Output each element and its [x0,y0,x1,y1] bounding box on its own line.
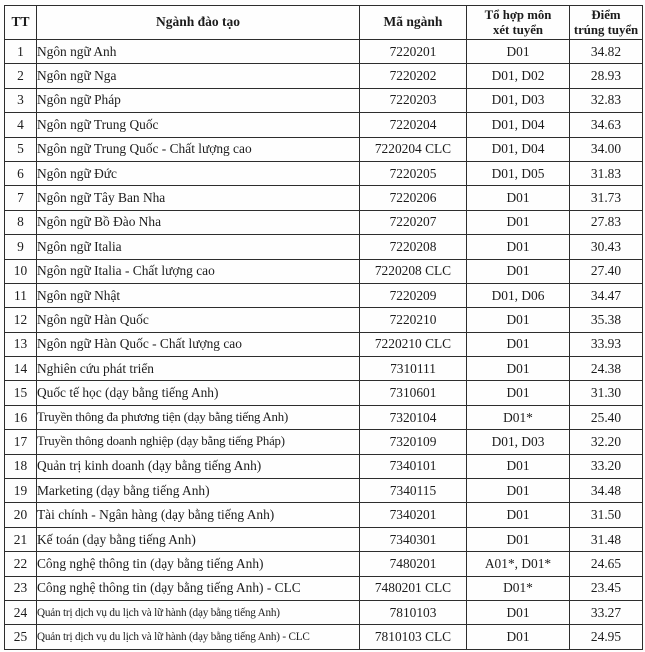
cell-admission-score: 34.48 [570,479,643,503]
cell-row-number: 17 [5,430,37,454]
header-row [5,6,643,40]
cell-subject-combo: D01, D02 [467,64,570,88]
cell-subject-combo: D01 [467,600,570,624]
cell-subject-combo: D01 [467,625,570,649]
cell-admission-score: 34.00 [570,137,643,161]
cell-major-code: 7220206 [360,186,467,210]
cell-major-name: Công nghệ thông tin (dạy bằng tiếng Anh) - CLC [37,576,360,600]
table-row [5,600,643,624]
cell-subject-combo: D01, D03 [467,88,570,112]
cell-major-code: 7480201 CLC [360,576,467,600]
table-row [5,259,643,283]
cell-major-code: 7810103 CLC [360,625,467,649]
table-row [5,454,643,478]
cell-admission-score: 33.93 [570,332,643,356]
cell-major-name: Quản trị dịch vụ du lịch và lữ hành (dạy bằng tiếng Anh) [37,600,360,624]
cell-subject-combo: D01 [467,357,570,381]
cell-row-number: 25 [5,625,37,649]
cell-admission-score: 32.83 [570,88,643,112]
cell-major-code: 7320109 [360,430,467,454]
cell-major-name: Ngôn ngữ Bồ Đào Nha [37,210,360,234]
cell-major-code: 7220209 [360,283,467,307]
cell-major-code: 7340115 [360,479,467,503]
cell-admission-score: 33.27 [570,600,643,624]
cell-row-number: 18 [5,454,37,478]
cell-major-name: Ngôn ngữ Nga [37,64,360,88]
cell-admission-score: 31.50 [570,503,643,527]
cell-major-name: Truyền thông doanh nghiệp (dạy bằng tiếng Pháp) [37,430,360,454]
cell-subject-combo: D01* [467,405,570,429]
table-row [5,308,643,332]
cell-major-code: 7220204 CLC [360,137,467,161]
cell-major-name: Ngôn ngữ Hàn Quốc - Chất lượng cao [37,332,360,356]
cell-subject-combo: D01 [467,503,570,527]
cell-major-code: 7220210 [360,308,467,332]
cell-admission-score: 27.40 [570,259,643,283]
cell-admission-score: 32.20 [570,430,643,454]
cell-major-name: Marketing (dạy bằng tiếng Anh) [37,479,360,503]
table-row [5,113,643,137]
cell-major-name: Quản trị kinh doanh (dạy bằng tiếng Anh) [37,454,360,478]
cell-admission-score: 31.83 [570,161,643,185]
cell-major-name: Công nghệ thông tin (dạy bằng tiếng Anh) [37,552,360,576]
cell-row-number: 8 [5,210,37,234]
cell-row-number: 24 [5,600,37,624]
cell-major-code: 7480201 [360,552,467,576]
cell-row-number: 9 [5,235,37,259]
cell-admission-score: 33.20 [570,454,643,478]
cell-row-number: 19 [5,479,37,503]
cell-admission-score: 31.73 [570,186,643,210]
table-row [5,405,643,429]
cell-major-code: 7220204 [360,113,467,137]
cell-subject-combo: D01 [467,454,570,478]
cell-row-number: 20 [5,503,37,527]
cell-subject-combo: D01 [467,479,570,503]
cell-major-code: 7220203 [360,88,467,112]
cell-major-code: 7220208 CLC [360,259,467,283]
cell-subject-combo: D01 [467,210,570,234]
cell-major-code: 7320104 [360,405,467,429]
cell-admission-score: 28.93 [570,64,643,88]
cell-subject-combo: D01, D03 [467,430,570,454]
cell-row-number: 12 [5,308,37,332]
cell-major-name: Ngôn ngữ Anh [37,40,360,64]
cell-row-number: 16 [5,405,37,429]
table-row [5,235,643,259]
cell-major-code: 7220210 CLC [360,332,467,356]
cell-row-number: 14 [5,357,37,381]
cell-major-code: 7310601 [360,381,467,405]
cell-row-number: 13 [5,332,37,356]
cell-admission-score: 31.30 [570,381,643,405]
cell-subject-combo: D01, D06 [467,283,570,307]
cell-subject-combo: D01 [467,332,570,356]
table-row [5,381,643,405]
cell-subject-combo: D01, D04 [467,113,570,137]
table-row [5,357,643,381]
cell-major-code: 7810103 [360,600,467,624]
header-score-line1: Điểm [591,8,621,23]
cell-major-name: Tài chính - Ngân hàng (dạy bằng tiếng Anh) [37,503,360,527]
cell-subject-combo: D01 [467,527,570,551]
cell-major-name: Kế toán (dạy bằng tiếng Anh) [37,527,360,551]
cell-major-name: Truyền thông đa phương tiện (dạy bằng tiếng Anh) [37,405,360,429]
cell-admission-score: 24.65 [570,552,643,576]
cell-major-code: 7220208 [360,235,467,259]
table-row [5,576,643,600]
table-row [5,527,643,551]
table-row [5,137,643,161]
table-row [5,161,643,185]
cell-major-code: 7220207 [360,210,467,234]
table-row [5,40,643,64]
cell-subject-combo: D01, D04 [467,137,570,161]
table-row [5,64,643,88]
cell-subject-combo: D01 [467,381,570,405]
header-combo-line2: xét tuyển [492,22,544,37]
cell-major-code: 7340301 [360,527,467,551]
cell-subject-combo: D01 [467,40,570,64]
cell-subject-combo: D01 [467,259,570,283]
table-row [5,283,643,307]
cell-row-number: 15 [5,381,37,405]
cell-major-name: Ngôn ngữ Hàn Quốc [37,308,360,332]
cell-row-number: 6 [5,161,37,185]
cell-major-name: Ngôn ngữ Trung Quốc [37,113,360,137]
table-row [5,332,643,356]
cell-subject-combo: D01, D05 [467,161,570,185]
cell-major-code: 7340101 [360,454,467,478]
table-row [5,430,643,454]
cell-row-number: 22 [5,552,37,576]
cell-major-code: 7340201 [360,503,467,527]
cell-admission-score: 24.38 [570,357,643,381]
cell-admission-score: 35.38 [570,308,643,332]
cell-admission-score: 31.48 [570,527,643,551]
cell-major-name: Ngôn ngữ Trung Quốc - Chất lượng cao [37,137,360,161]
table-row [5,625,643,649]
header-score-line2: trúng tuyển [573,22,639,37]
cell-row-number: 21 [5,527,37,551]
header-major: Ngành đào tạo [37,6,360,40]
table-row [5,210,643,234]
cell-row-number: 3 [5,88,37,112]
cell-major-name: Ngôn ngữ Nhật [37,283,360,307]
header-code: Mã ngành [360,6,467,40]
cell-admission-score: 24.95 [570,625,643,649]
cell-admission-score: 25.40 [570,405,643,429]
cell-row-number: 11 [5,283,37,307]
cell-major-name: Ngôn ngữ Pháp [37,88,360,112]
cell-major-name: Ngôn ngữ Tây Ban Nha [37,186,360,210]
cell-admission-score: 34.47 [570,283,643,307]
cell-major-code: 7220201 [360,40,467,64]
cell-row-number: 10 [5,259,37,283]
cell-major-code: 7310111 [360,357,467,381]
admission-scores-table [4,5,643,650]
cell-major-code: 7220202 [360,64,467,88]
cell-row-number: 7 [5,186,37,210]
cell-admission-score: 30.43 [570,235,643,259]
cell-subject-combo: D01 [467,235,570,259]
cell-subject-combo: D01 [467,186,570,210]
cell-major-name: Ngôn ngữ Italia [37,235,360,259]
header-score [570,6,643,40]
cell-subject-combo: A01*, D01* [467,552,570,576]
table-row [5,186,643,210]
header-combo-line1: Tổ hợp môn [484,8,552,23]
table-row [5,552,643,576]
table-row [5,503,643,527]
cell-admission-score: 27.83 [570,210,643,234]
cell-subject-combo: D01 [467,308,570,332]
cell-row-number: 2 [5,64,37,88]
cell-admission-score: 34.82 [570,40,643,64]
cell-major-name: Quốc tế học (dạy bằng tiếng Anh) [37,381,360,405]
cell-major-name: Ngôn ngữ Italia - Chất lượng cao [37,259,360,283]
cell-major-name: Quản trị dịch vụ du lịch và lữ hành (dạy bằng tiếng Anh) - CLC [37,625,360,649]
cell-row-number: 5 [5,137,37,161]
cell-admission-score: 34.63 [570,113,643,137]
table-row [5,88,643,112]
table-row [5,479,643,503]
cell-row-number: 23 [5,576,37,600]
cell-major-name: Nghiên cứu phát triển [37,357,360,381]
header-combo [467,6,570,40]
header-tt: TT [5,6,37,40]
cell-major-code: 7220205 [360,161,467,185]
cell-row-number: 1 [5,40,37,64]
cell-admission-score: 23.45 [570,576,643,600]
cell-subject-combo: D01* [467,576,570,600]
cell-major-name: Ngôn ngữ Đức [37,161,360,185]
cell-row-number: 4 [5,113,37,137]
